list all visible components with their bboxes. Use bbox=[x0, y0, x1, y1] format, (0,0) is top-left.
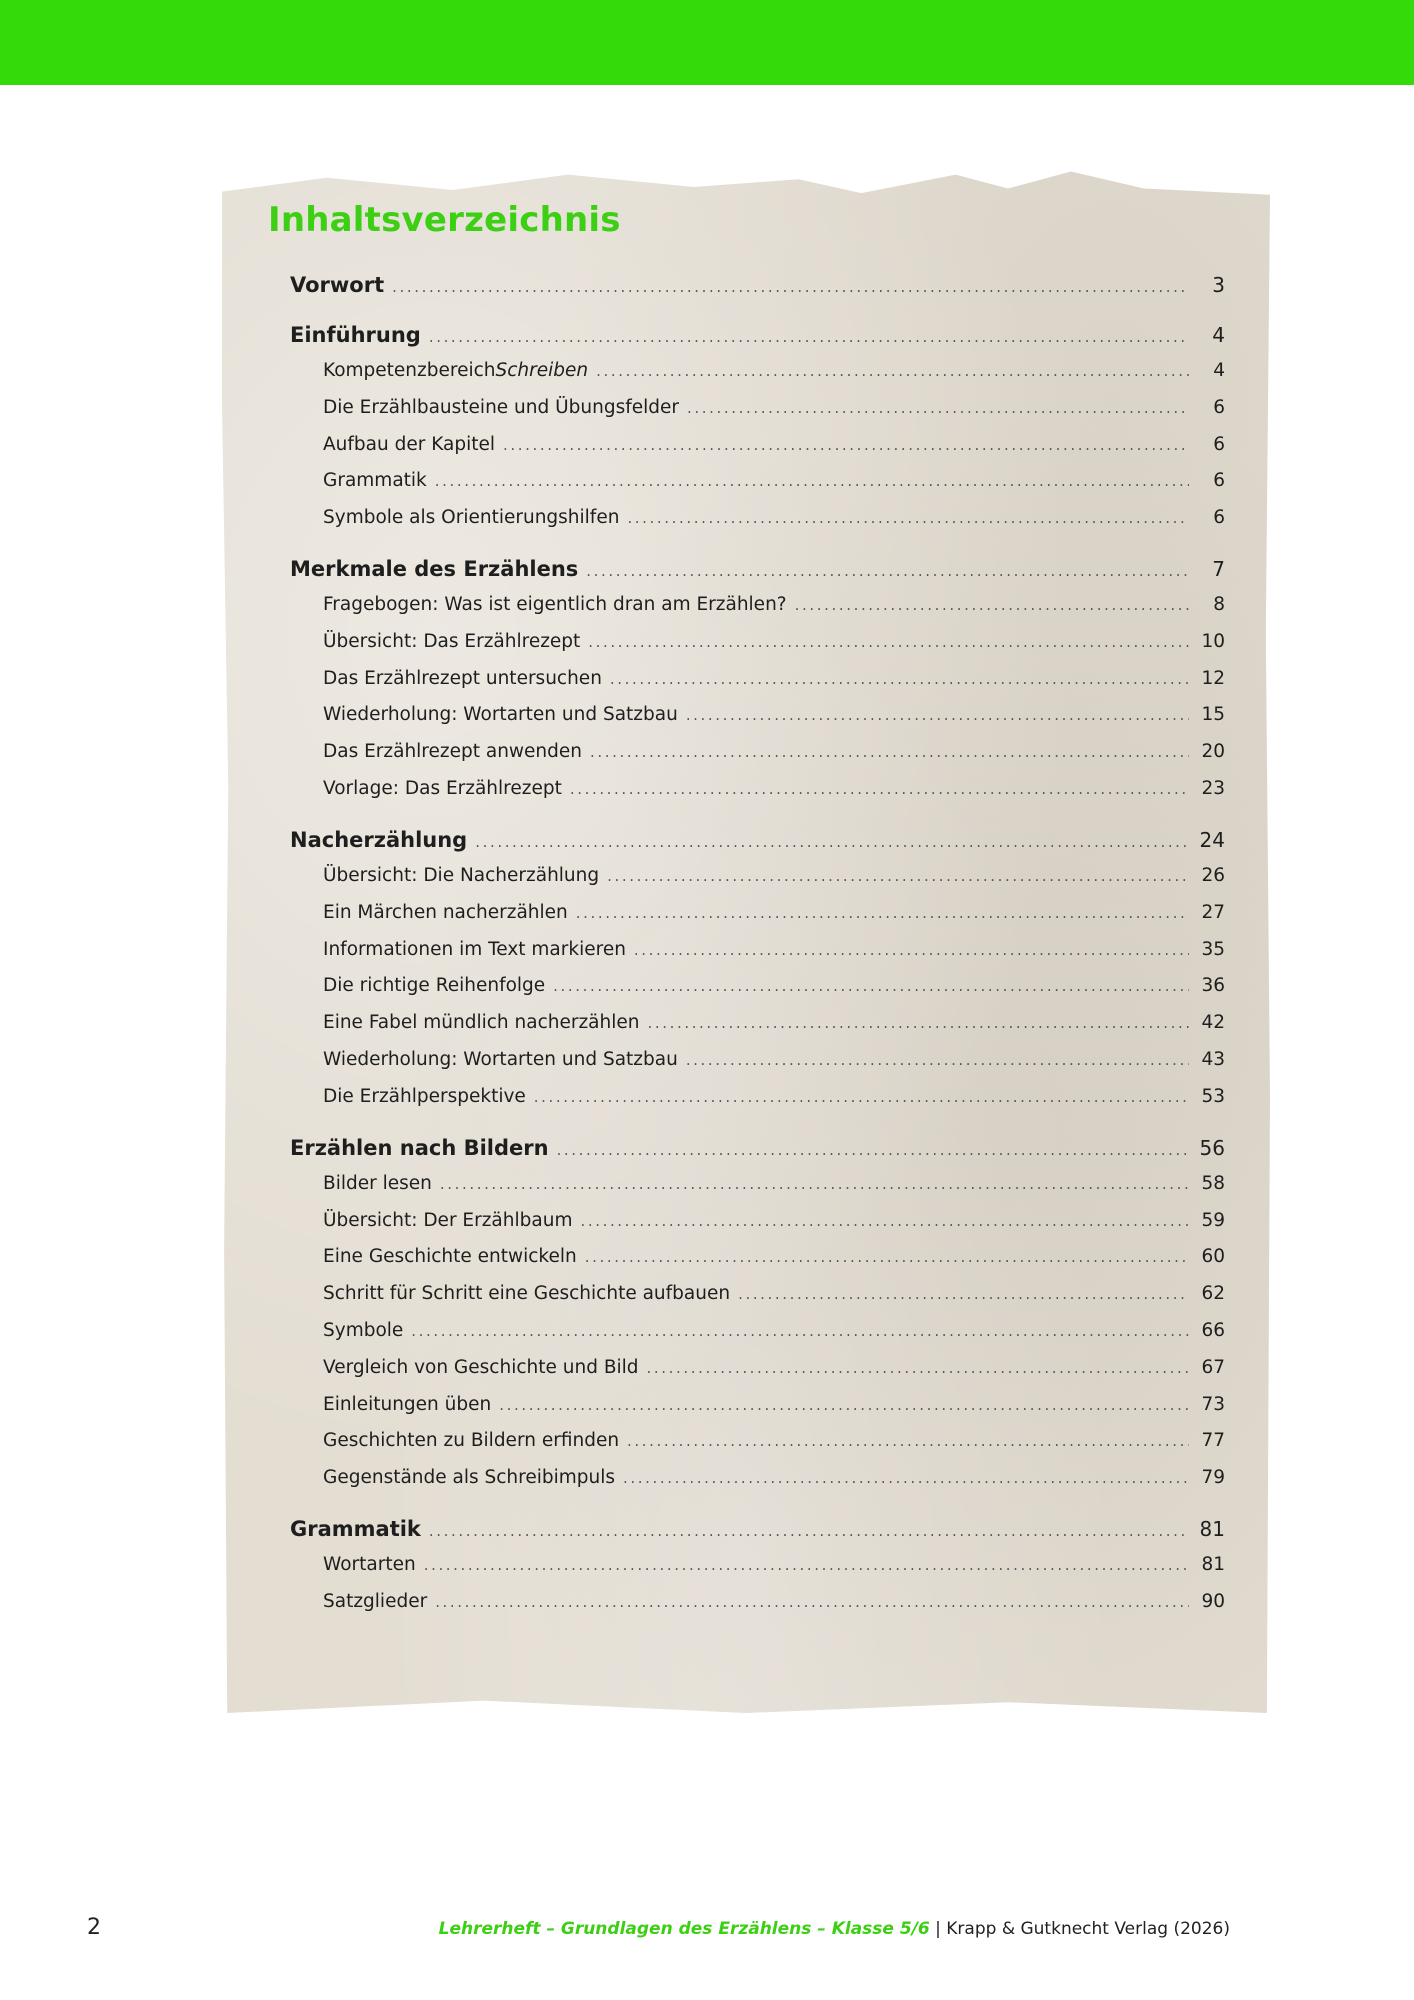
toc-leader-dots bbox=[647, 1359, 1189, 1377]
toc-page-number: 81 bbox=[1199, 1517, 1225, 1541]
toc-section-entry bbox=[323, 1430, 1225, 1451]
toc-page-number: 43 bbox=[1201, 1049, 1225, 1070]
toc-page-number: 20 bbox=[1201, 741, 1225, 762]
toc-leader-dots bbox=[686, 1051, 1189, 1069]
toc-leader-dots bbox=[588, 633, 1189, 651]
toc-section-entry bbox=[323, 1210, 1225, 1231]
toc-section-entry bbox=[323, 741, 1225, 762]
toc-page-number: 53 bbox=[1201, 1086, 1225, 1107]
toc-entry-label: Grammatik bbox=[290, 1517, 421, 1541]
toc-leader-dots bbox=[429, 1522, 1189, 1540]
toc-section-entry bbox=[323, 1320, 1225, 1341]
toc-page-number: 7 bbox=[1212, 557, 1225, 581]
toc-entry-label: Symbole als Orientierungshilfen bbox=[323, 507, 620, 528]
toc-entry-label: Wiederholung: Wortarten und Satzbau bbox=[323, 1049, 678, 1070]
toc-page-number: 6 bbox=[1213, 434, 1225, 455]
toc-entry-label: Die Erzählperspektive bbox=[323, 1086, 526, 1107]
toc-leader-dots bbox=[576, 904, 1189, 922]
toc-page-number: 12 bbox=[1201, 668, 1225, 689]
toc-entry-label: Eine Geschichte entwickeln bbox=[323, 1246, 577, 1267]
toc-section-entry bbox=[323, 1173, 1225, 1194]
toc-page-number: 42 bbox=[1201, 1012, 1225, 1033]
toc-section-entry bbox=[323, 507, 1225, 528]
toc-entry-label: Bilder lesen bbox=[323, 1173, 432, 1194]
toc-section-entry bbox=[323, 1591, 1225, 1612]
toc-leader-dots bbox=[686, 706, 1189, 724]
toc-entry-label: Die richtige Reihenfolge bbox=[323, 975, 546, 996]
footer-page-number: 2 bbox=[87, 1915, 101, 1940]
toc-leader-dots bbox=[647, 1014, 1189, 1032]
toc-entry-label: Kompetenzbereich bbox=[323, 360, 496, 381]
toc-page-number: 58 bbox=[1201, 1173, 1225, 1194]
toc-page-number: 8 bbox=[1213, 594, 1225, 615]
toc-leader-dots bbox=[392, 278, 1189, 296]
toc-section-entry bbox=[323, 1394, 1225, 1415]
toc-entry-label: Aufbau der Kapitel bbox=[323, 434, 495, 455]
toc-section-entry bbox=[323, 668, 1225, 689]
toc-leader-dots bbox=[623, 1469, 1189, 1487]
toc-leader-dots bbox=[557, 1141, 1189, 1159]
toc-entry-label: Erzählen nach Bildern bbox=[290, 1136, 549, 1160]
toc-entry-label: Wortarten bbox=[323, 1554, 416, 1575]
toc-page-number: 3 bbox=[1212, 273, 1225, 297]
footer-separator: | bbox=[929, 1919, 947, 1939]
toc-leader-dots bbox=[596, 362, 1189, 380]
toc-section-entry bbox=[323, 434, 1225, 455]
footer-publisher: Krapp & Gutknecht Verlag (2026) bbox=[946, 1919, 1230, 1939]
toc-section-entry bbox=[323, 397, 1225, 418]
toc-entry-label: Einführung bbox=[290, 323, 421, 347]
toc-leader-dots bbox=[610, 670, 1189, 688]
toc-page-number: 77 bbox=[1201, 1430, 1225, 1451]
toc-page-number: 60 bbox=[1201, 1246, 1225, 1267]
toc-page-number: 23 bbox=[1201, 778, 1225, 799]
toc-entry-label: Übersicht: Die Nacherzählung bbox=[323, 865, 600, 886]
toc-chapter-entry bbox=[290, 323, 1225, 347]
toc-page-number: 6 bbox=[1213, 507, 1225, 528]
toc-section-entry bbox=[323, 778, 1225, 799]
toc-page-number: 27 bbox=[1201, 902, 1225, 923]
toc-leader-dots bbox=[429, 328, 1189, 346]
toc-page-number: 24 bbox=[1199, 828, 1225, 852]
toc-entry-label: Grammatik bbox=[323, 470, 427, 491]
toc-page-number: 4 bbox=[1212, 323, 1225, 347]
toc-page-number: 35 bbox=[1201, 939, 1225, 960]
toc-entry-label: Fragebogen: Was ist eigentlich dran am Erzählen? bbox=[323, 594, 787, 615]
toc-entry-label: Symbole bbox=[323, 1320, 404, 1341]
toc-leader-dots bbox=[475, 833, 1189, 851]
toc-section-entry bbox=[323, 1086, 1225, 1107]
toc-entry-label: Wiederholung: Wortarten und Satzbau bbox=[323, 704, 678, 725]
toc-section-entry bbox=[323, 1467, 1225, 1488]
toc-entry-label: Schritt für Schritt eine Geschichte aufbauen bbox=[323, 1283, 731, 1304]
toc-page-number: 90 bbox=[1201, 1591, 1225, 1612]
toc-leader-dots bbox=[499, 1396, 1189, 1414]
toc-entry-label: Gegenstände als Schreibimpuls bbox=[323, 1467, 616, 1488]
toc-leader-dots bbox=[687, 399, 1189, 417]
toc-section-entry bbox=[323, 939, 1225, 960]
toc-leader-dots bbox=[590, 743, 1189, 761]
toc-page-number: 26 bbox=[1201, 865, 1225, 886]
toc-leader-dots bbox=[534, 1088, 1189, 1106]
toc-entry-label: Informationen im Text markieren bbox=[323, 939, 626, 960]
toc-entry-label: Nacherzählung bbox=[290, 828, 468, 852]
toc-chapter-entry bbox=[290, 1517, 1225, 1541]
toc-section-entry bbox=[323, 865, 1225, 886]
toc-page-number: 10 bbox=[1201, 631, 1225, 652]
toc-page-number: 56 bbox=[1199, 1136, 1225, 1160]
toc-entry-label: Übersicht: Das Erzählrezept bbox=[323, 631, 581, 652]
footer-publication: Lehrerheft – Grundlagen des Erzählens – Klasse 5/6 bbox=[438, 1919, 930, 1939]
toc-chapter-entry bbox=[290, 828, 1225, 852]
toc-section-entry bbox=[323, 631, 1225, 652]
footer bbox=[439, 1919, 1230, 1939]
toc-entry-label-italic: Schreiben bbox=[495, 360, 589, 381]
toc-page-number: 62 bbox=[1201, 1283, 1225, 1304]
toc-leader-dots bbox=[607, 867, 1189, 885]
toc-entry-label: Das Erzählrezept anwenden bbox=[323, 741, 583, 762]
toc-leader-dots bbox=[585, 1248, 1189, 1266]
toc-chapter-entry bbox=[290, 273, 1225, 297]
toc-leader-dots bbox=[627, 1432, 1189, 1450]
toc-entry-label: Vorwort bbox=[290, 273, 385, 297]
page-title: Inhaltsverzeichnis bbox=[268, 200, 621, 240]
toc-leader-dots bbox=[795, 596, 1189, 614]
toc-section-entry bbox=[323, 1246, 1225, 1267]
toc-leader-dots bbox=[627, 509, 1189, 527]
toc-chapter-entry bbox=[290, 1136, 1225, 1160]
toc-section-entry bbox=[323, 975, 1225, 996]
toc-page-number: 6 bbox=[1213, 470, 1225, 491]
toc-entry-label: Ein Märchen nacherzählen bbox=[323, 902, 568, 923]
toc-entry-label: Eine Fabel mündlich nacherzählen bbox=[323, 1012, 640, 1033]
toc-entry-label: Geschichten zu Bildern erfinden bbox=[323, 1430, 620, 1451]
toc-leader-dots bbox=[586, 562, 1189, 580]
toc-section-entry bbox=[323, 1049, 1225, 1070]
toc-page-number: 6 bbox=[1213, 397, 1225, 418]
toc-page-number: 66 bbox=[1201, 1320, 1225, 1341]
toc-leader-dots bbox=[570, 780, 1189, 798]
toc-leader-dots bbox=[503, 436, 1189, 454]
toc-page-number: 79 bbox=[1201, 1467, 1225, 1488]
toc-entry-label: Vergleich von Geschichte und Bild bbox=[323, 1357, 639, 1378]
toc-leader-dots bbox=[580, 1212, 1189, 1230]
toc-entry-label: Übersicht: Der Erzählbaum bbox=[323, 1210, 573, 1231]
toc-entry-label: Vorlage: Das Erzählrezept bbox=[323, 778, 562, 799]
toc-entry-label: Einleitungen üben bbox=[323, 1394, 492, 1415]
toc-section-entry bbox=[323, 1357, 1225, 1378]
toc-leader-dots bbox=[435, 472, 1189, 490]
toc-entry-label: Die Erzählbausteine und Übungsfelder bbox=[323, 397, 680, 418]
toc-section-entry bbox=[323, 1554, 1225, 1575]
toc-section-entry bbox=[323, 470, 1225, 491]
toc-entry-label: Das Erzählrezept untersuchen bbox=[323, 668, 602, 689]
toc-leader-dots bbox=[424, 1556, 1189, 1574]
toc-leader-dots bbox=[553, 977, 1189, 995]
toc-section-entry bbox=[323, 1012, 1225, 1033]
toc-page-number: 36 bbox=[1201, 975, 1225, 996]
toc-entry-label: Merkmale des Erzählens bbox=[290, 557, 579, 581]
toc-leader-dots bbox=[411, 1322, 1189, 1340]
toc-page-number: 4 bbox=[1213, 360, 1225, 381]
toc-leader-dots bbox=[634, 941, 1189, 959]
toc-page-number: 15 bbox=[1201, 704, 1225, 725]
toc-leader-dots bbox=[440, 1175, 1189, 1193]
toc-page-number: 81 bbox=[1201, 1554, 1225, 1575]
toc-section-entry bbox=[323, 360, 1225, 381]
toc-section-entry bbox=[323, 902, 1225, 923]
toc-page-number: 59 bbox=[1201, 1210, 1225, 1231]
toc-entry-label: Satzglieder bbox=[323, 1591, 428, 1612]
toc-section-entry bbox=[323, 1283, 1225, 1304]
toc-page-number: 67 bbox=[1201, 1357, 1225, 1378]
toc-section-entry bbox=[323, 704, 1225, 725]
toc-page-number: 73 bbox=[1201, 1394, 1225, 1415]
toc-chapter-entry bbox=[290, 557, 1225, 581]
toc-section-entry bbox=[323, 594, 1225, 615]
toc-leader-dots bbox=[738, 1285, 1189, 1303]
toc-leader-dots bbox=[435, 1593, 1189, 1611]
